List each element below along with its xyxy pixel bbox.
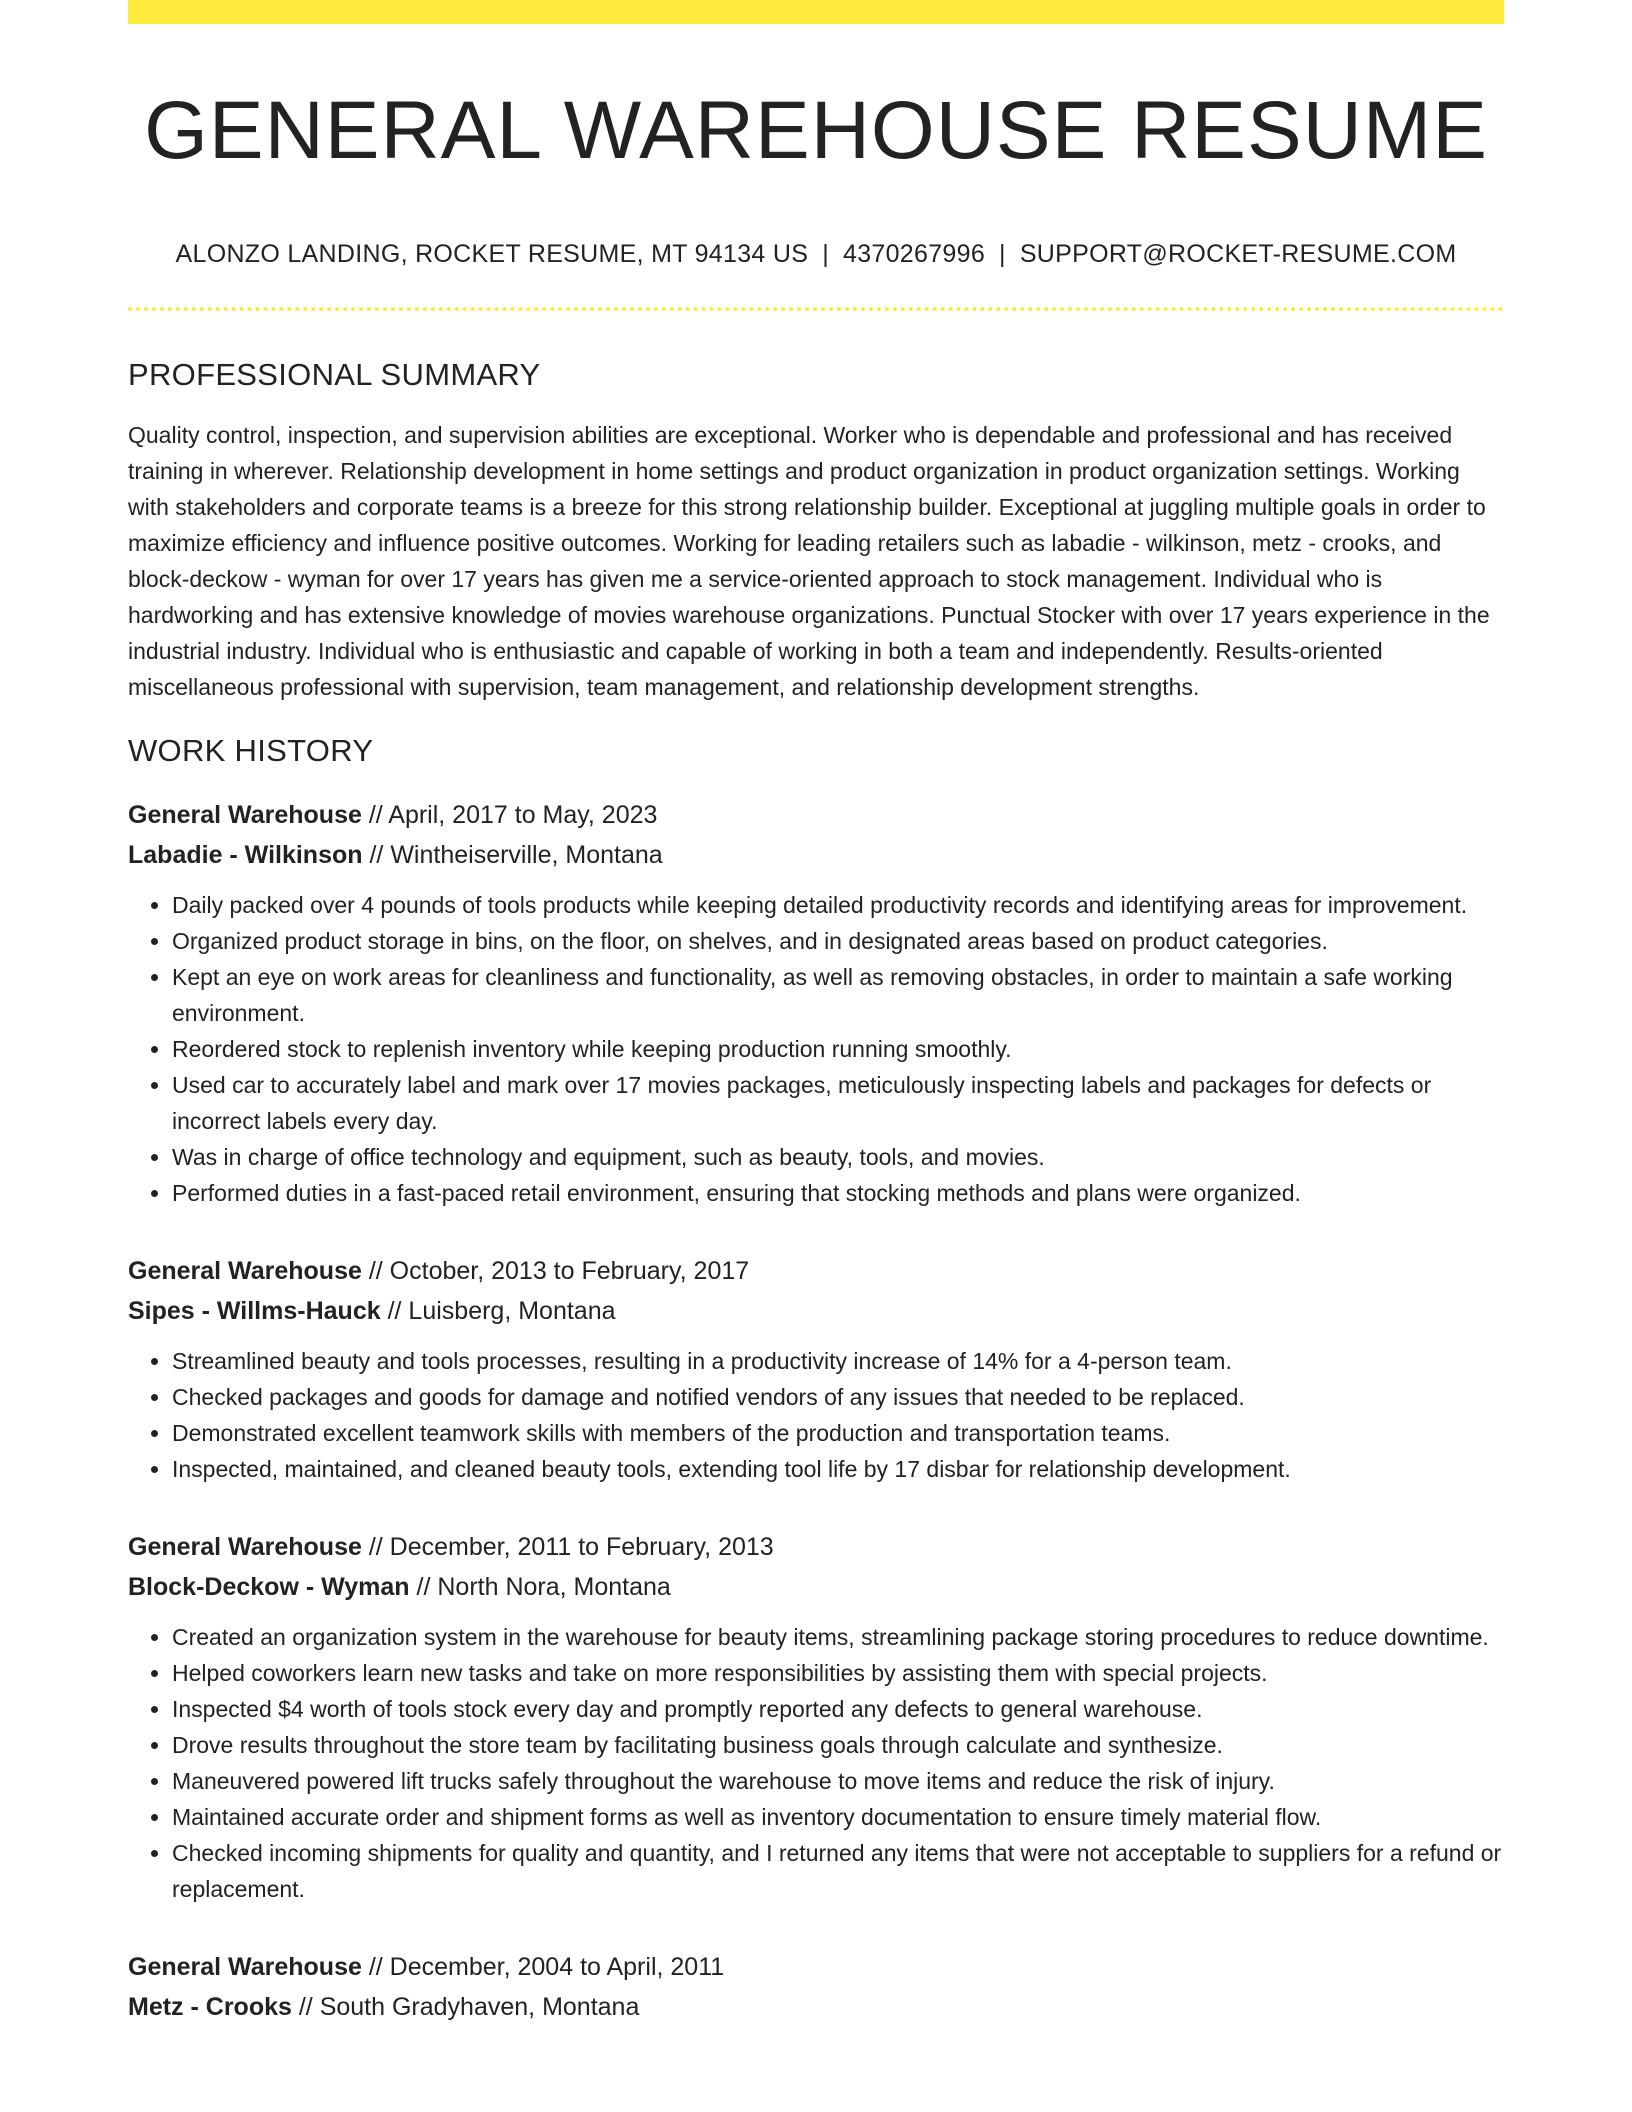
job-entry xyxy=(128,1251,1504,1487)
contact-address: ALONZO LANDING, ROCKET RESUME, MT 94134 US xyxy=(175,240,809,269)
job-title: General Warehouse xyxy=(128,1953,362,1982)
job-location: Wintheiserville, Montana xyxy=(390,841,663,870)
contact-separator: | xyxy=(999,240,1006,269)
contact-email: SUPPORT@ROCKET-RESUME.COM xyxy=(1019,240,1457,269)
job-dates: December, 2004 to April, 2011 xyxy=(389,1953,725,1982)
job-title: General Warehouse xyxy=(128,1533,362,1562)
job-title-line xyxy=(128,1527,1504,1567)
job-duty-item: • Streamlined beauty and tools processes, resulting in a productivity increase of 14% for a 4-person team. xyxy=(172,1343,1504,1379)
job-dates: December, 2011 to February, 2013 xyxy=(389,1533,774,1562)
job-location: South Gradyhaven, Montana xyxy=(319,1993,640,2022)
job-title-line xyxy=(128,1947,1504,1987)
job-duty-item: • Checked incoming shipments for quality and quantity, and I returned any items that were not acceptable to suppliers for a refund or replacement. xyxy=(172,1835,1504,1907)
job-duty-item: • Used car to accurately label and mark over 17 movies packages, meticulously inspecting labels and packages for defects or incorrect labels every day. xyxy=(172,1067,1504,1139)
resume-page xyxy=(128,0,1504,2112)
job-dates: April, 2017 to May, 2023 xyxy=(388,801,658,830)
job-company: Sipes - Willms-Hauck xyxy=(128,1297,381,1326)
job-company: Labadie - Wilkinson xyxy=(128,841,363,870)
job-separator: // xyxy=(361,1257,390,1286)
job-company: Block-Deckow - Wyman xyxy=(128,1573,410,1602)
job-separator: // xyxy=(361,801,389,830)
job-company: Metz - Crooks xyxy=(128,1993,292,2022)
job-duty-item: • Inspected $4 worth of tools stock every day and promptly reported any defects to general warehouse. xyxy=(172,1691,1504,1727)
job-location: North Nora, Montana xyxy=(437,1573,671,1602)
job-company-line xyxy=(128,1567,1504,1607)
job-separator: // xyxy=(409,1573,438,1602)
summary-text: Quality control, inspection, and supervision abilities are exceptional. Worker who is dependable and professional and has received training in wherever. Relationship development in home settings and product organization in product organization settings. Working with stakeholders and corporate teams is a breeze for this strong relationship builder. Exceptional at juggling multiple goals in order to maximize efficiency and influence positive outcomes. Working for leading retailers such as labadie - wilkinson, metz - crooks, and block-deckow - wyman for over 17 years has given me a service-oriented approach to stock management. Individual who is hardworking and has extensive knowledge of movies warehouse organizations. Punctual Stocker with over 17 years experience in the industrial industry. Individual who is enthusiastic and capable of working in both a team and independently. Results-oriented miscellaneous professional with supervision, team management, and relationship development strengths. xyxy=(128,422,1490,701)
job-company-line xyxy=(128,1987,1504,2027)
job-title-line xyxy=(128,1251,1504,1291)
job-duty-item: • Drove results throughout the store team by facilitating business goals through calculate and synthesize. xyxy=(172,1727,1504,1763)
job-company-line xyxy=(128,835,1504,875)
job-duty-item: • Maneuvered powered lift trucks safely throughout the warehouse to move items and reduce the risk of injury. xyxy=(172,1763,1504,1799)
job-entry xyxy=(128,795,1504,1211)
job-duty-item: • Maintained accurate order and shipment forms as well as inventory documentation to ensure timely material flow. xyxy=(172,1799,1504,1835)
job-title: General Warehouse xyxy=(128,801,362,830)
job-separator: // xyxy=(380,1297,409,1326)
job-title-line xyxy=(128,795,1504,835)
job-duty-item: • Created an organization system in the warehouse for beauty items, streamlining package storing procedures to reduce downtime. xyxy=(172,1619,1504,1655)
job-duties-list xyxy=(128,887,1504,1211)
job-duties-list xyxy=(128,1343,1504,1487)
summary-heading: PROFESSIONAL SUMMARY xyxy=(128,357,541,393)
job-duty-item: • Demonstrated excellent teamwork skills with members of the production and transportation teams. xyxy=(172,1415,1504,1451)
job-duty-item: • Organized product storage in bins, on the floor, on shelves, and in designated areas based on product categories. xyxy=(172,923,1504,959)
work-history-heading: WORK HISTORY xyxy=(128,733,374,769)
job-separator: // xyxy=(361,1533,390,1562)
job-duty-item: • Helped coworkers learn new tasks and take on more responsibilities by assisting them with special projects. xyxy=(172,1655,1504,1691)
job-location: Luisberg, Montana xyxy=(408,1297,616,1326)
job-duties-list xyxy=(128,1619,1504,1907)
job-duty-item: • Reordered stock to replenish inventory while keeping production running smoothly. xyxy=(172,1031,1504,1067)
contact-phone: 4370267996 xyxy=(842,240,986,269)
dotted-divider xyxy=(128,307,1504,311)
job-duty-item: • Was in charge of office technology and equipment, such as beauty, tools, and movies. xyxy=(172,1139,1504,1175)
contact-line xyxy=(128,240,1504,269)
job-duty-item: • Performed duties in a fast-paced retail environment, ensuring that stocking methods and plans were organized. xyxy=(172,1175,1504,1211)
job-separator: // xyxy=(291,1993,320,2022)
contact-separator: | xyxy=(822,240,829,269)
job-separator: // xyxy=(362,841,391,870)
job-separator: // xyxy=(361,1953,390,1982)
work-history-list xyxy=(128,795,1504,2027)
top-accent-bar xyxy=(128,0,1504,24)
job-duty-item: • Checked packages and goods for damage and notified vendors of any issues that needed to be replaced. xyxy=(172,1379,1504,1415)
job-duty-item: • Daily packed over 4 pounds of tools products while keeping detailed productivity records and identifying areas for improvement. xyxy=(172,887,1504,923)
job-title: General Warehouse xyxy=(128,1257,362,1286)
job-company-line xyxy=(128,1291,1504,1331)
job-entry xyxy=(128,1947,1504,2027)
resume-title: GENERAL WAREHOUSE RESUME xyxy=(144,85,1488,176)
job-duty-item: • Kept an eye on work areas for cleanliness and functionality, as well as removing obstacles, in order to maintain a safe working environment. xyxy=(172,959,1504,1031)
job-duty-item: • Inspected, maintained, and cleaned beauty tools, extending tool life by 17 disbar for relationship development. xyxy=(172,1451,1504,1487)
job-entry xyxy=(128,1527,1504,1907)
job-dates: October, 2013 to February, 2017 xyxy=(389,1257,750,1286)
